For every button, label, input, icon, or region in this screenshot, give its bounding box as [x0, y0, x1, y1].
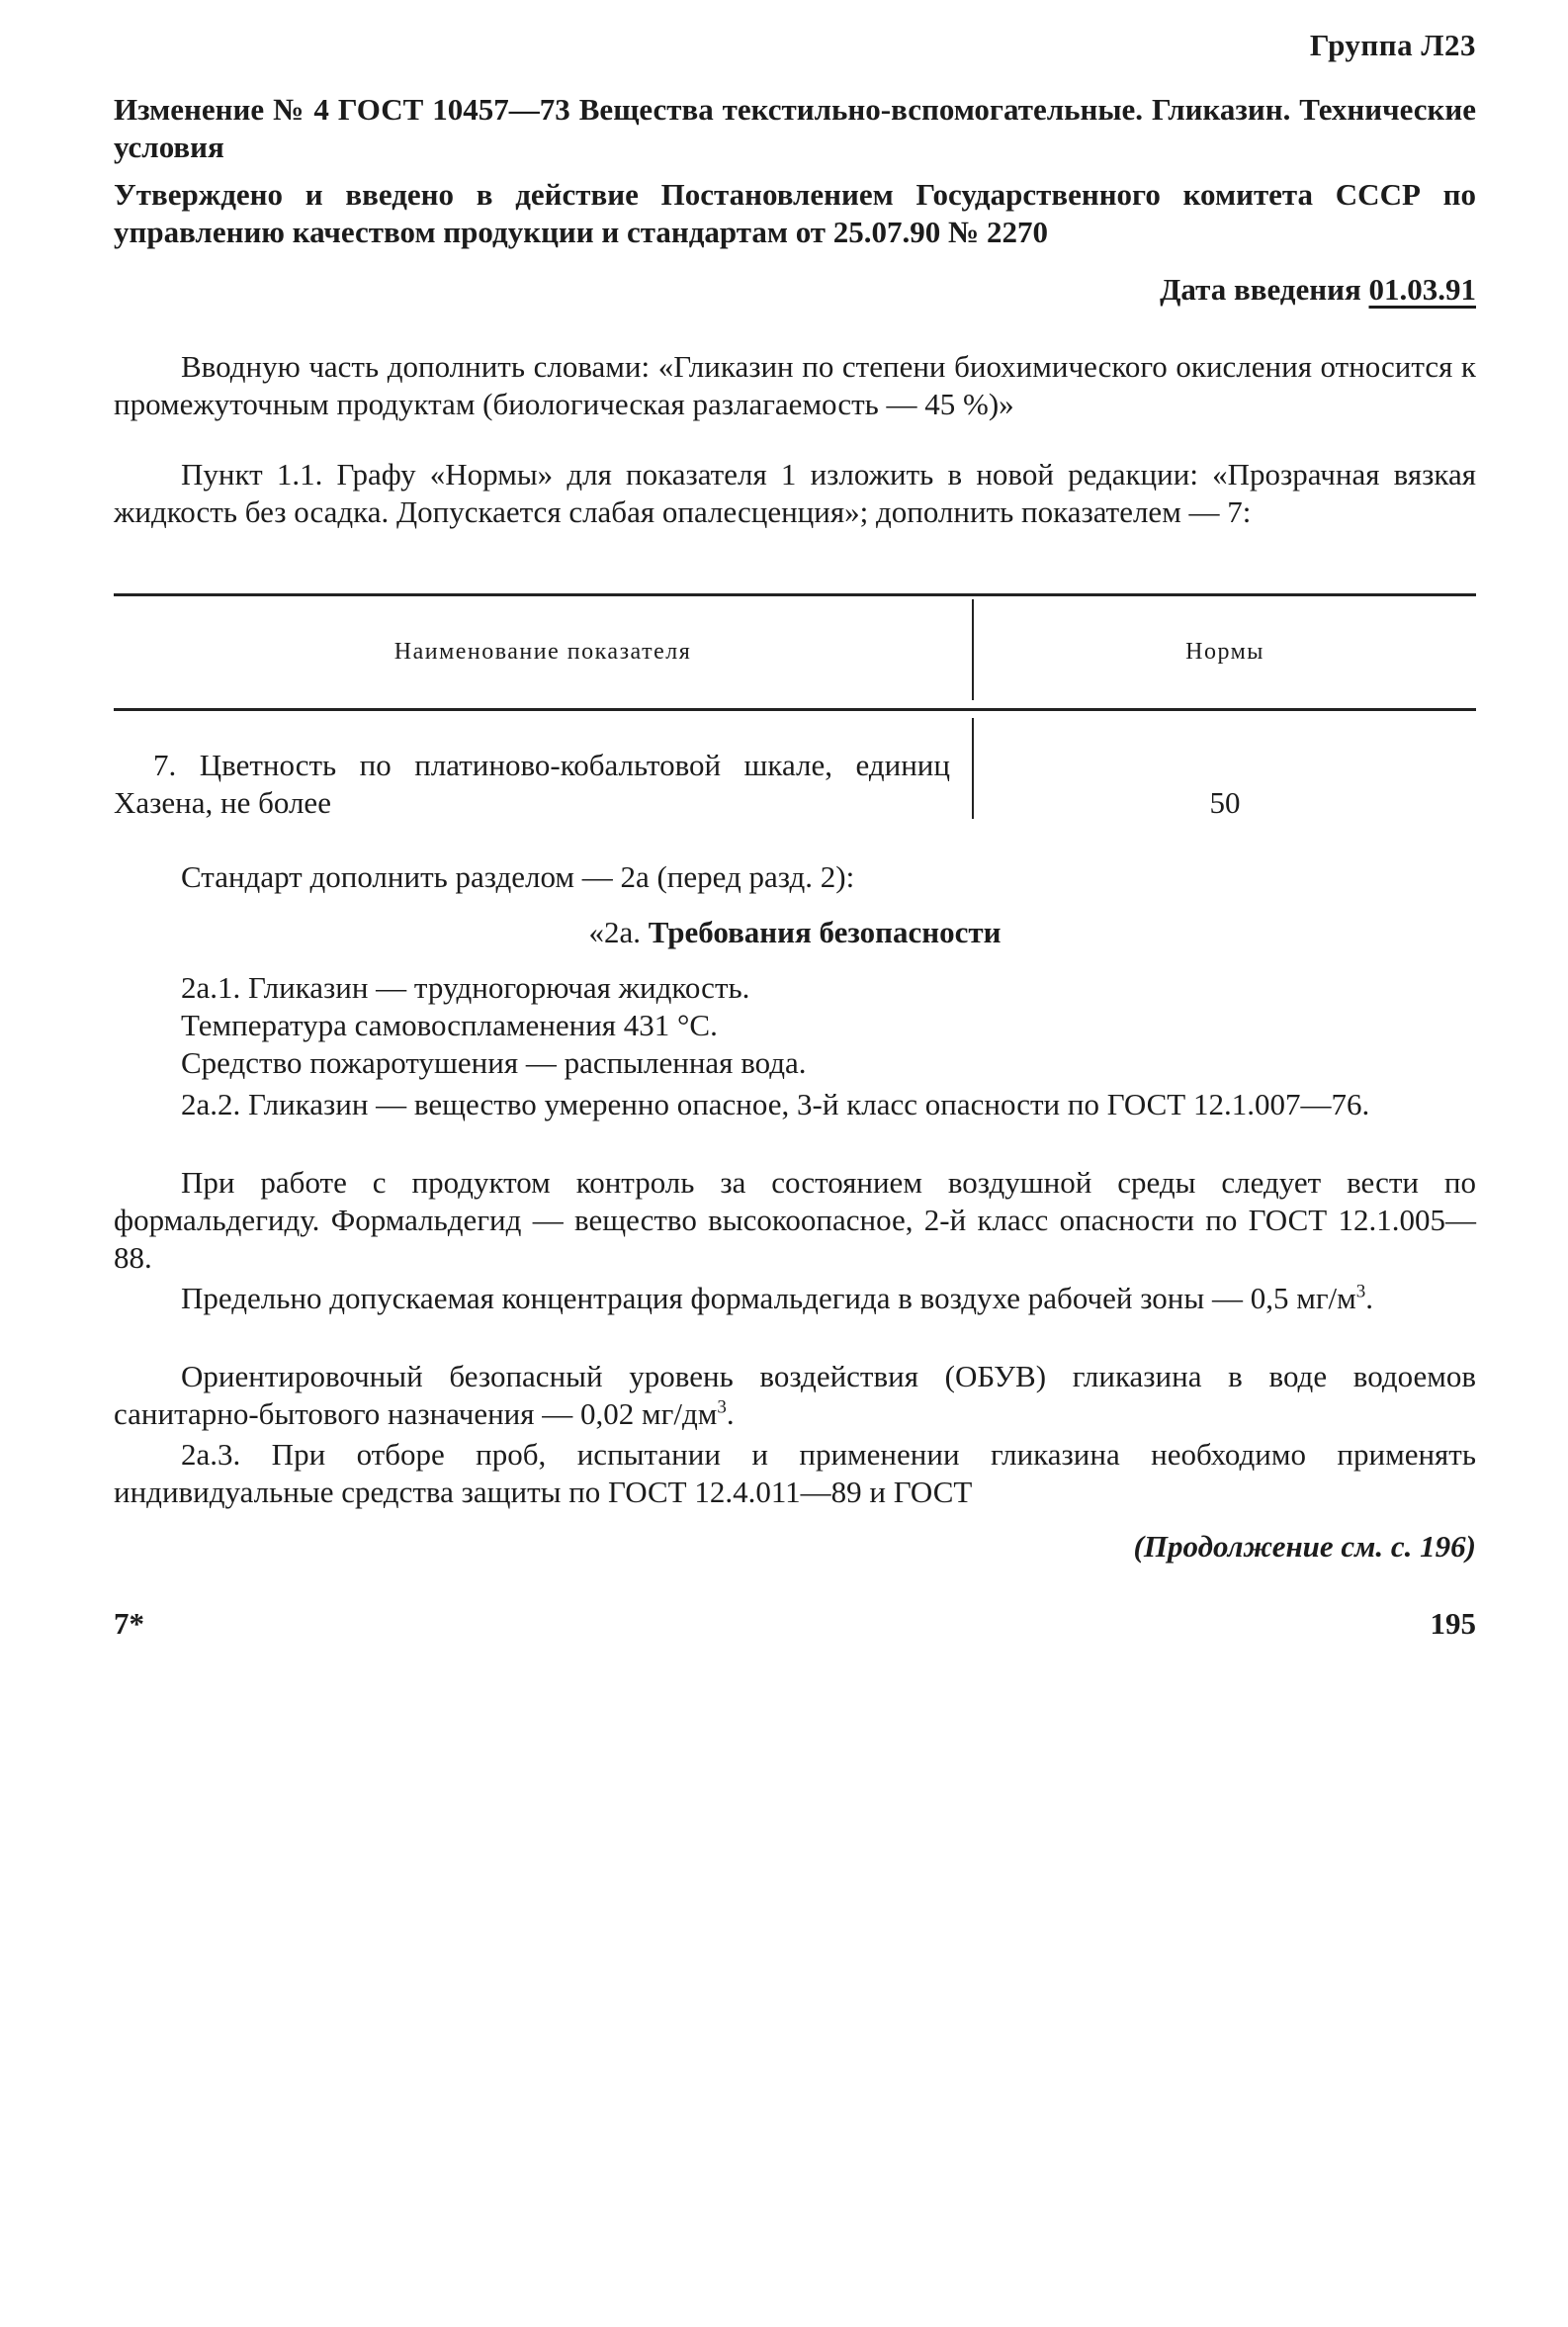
group-code: Группа Л23: [1309, 28, 1476, 62]
effective-date-line: [1160, 272, 1476, 308]
section-title: Требования безопасности: [648, 915, 1002, 949]
paragraph-2a1: [114, 969, 1476, 1082]
table-header-name: Наименование показателя: [393, 639, 692, 665]
obuv-end: .: [726, 1396, 735, 1431]
table-header-norms: Нормы: [1185, 639, 1264, 665]
paragraph-mac: [114, 1280, 1476, 1317]
table-top-rule: [114, 593, 1476, 596]
intro-paragraph: Вводную часть дополнить словами: «Гликазин по степени биохимического окисления относится к промежуточным продуктам (биологическая разлагаемость — 45 %)»: [114, 349, 1476, 421]
mac-text: Предельно допускаемая концентрация формальдегида в воздухе рабочей зоны — 0,5 мг/м: [181, 1281, 1356, 1315]
paragraph-2a3: 2а.3. При отборе проб, испытании и применении гликазина необходимо применять индивидуальные средства защиты по ГОСТ 12.4.011—89 и ГОСТ: [114, 1437, 1476, 1509]
punkt-paragraph: Пункт 1.1. Графу «Нормы» для показателя 1 изложить в новой редакции: «Прозрачная вязкая жидкость без осадка. Допускается слабая опалесценция»; дополнить показателем — 7:: [114, 457, 1476, 529]
paragraph-work-control: При работе с продуктом контроль за состоянием воздушной среды следует вести по формальдегиду. Формальдегид — вещество высокоопасное, 2-й класс опасности по ГОСТ 12.1.005—88.: [114, 1165, 1476, 1275]
obuv-sup: 3: [717, 1396, 727, 1418]
standard-addition: Стандарт дополнить разделом — 2а (перед разд. 2):: [181, 859, 855, 894]
continuation-note: (Продолжение см. с. 196): [1133, 1529, 1476, 1564]
paragraph-2a1-line3: Средство пожаротушения — распыленная вода.: [181, 1045, 807, 1080]
effective-date-label: Дата введения: [1160, 272, 1361, 307]
obuv-text: Ориентировочный безопасный уровень воздействия (ОБУВ) гликазина в воде водоемов санитарно-бытового назначения — 0,02 мг/дм: [114, 1359, 1476, 1431]
paragraph-2a1-line2: Температура самовоспламенения 431 °С.: [181, 1008, 718, 1042]
approval-statement: Утверждено и введено в действие Постановлением Государственного комитета СССР по управлению качеством продукции и стандартам от 25.07.90 № 2270: [114, 177, 1476, 249]
table-cell-indicator: 7. Цветность по платиново-кобальтовой шкале, единиц Хазена, не более: [114, 748, 950, 820]
mac-end: .: [1365, 1281, 1374, 1315]
footer-mark: 7*: [114, 1606, 144, 1641]
table-cell-norm: 50: [1209, 785, 1241, 820]
section-heading: [114, 915, 1476, 950]
paragraph-2a2: 2а.2. Гликазин — вещество умеренно опасное, 3-й класс опасности по ГОСТ 12.1.007—76.: [181, 1087, 1370, 1121]
amendment-title: Изменение № 4 ГОСТ 10457—73 Вещества текстильно-вспомогательные. Гликазин. Технические условия: [114, 92, 1476, 164]
section-prefix: «2а.: [588, 915, 641, 949]
paragraph-2a1-line1: 2а.1. Гликазин — трудногорючая жидкость.: [181, 970, 750, 1005]
effective-date-value: 01.03.91: [1368, 272, 1476, 307]
paragraph-obuv: [114, 1358, 1476, 1433]
table-header-rule: [114, 708, 1476, 711]
page-number: 195: [1430, 1606, 1476, 1641]
mac-sup: 3: [1355, 1281, 1366, 1302]
